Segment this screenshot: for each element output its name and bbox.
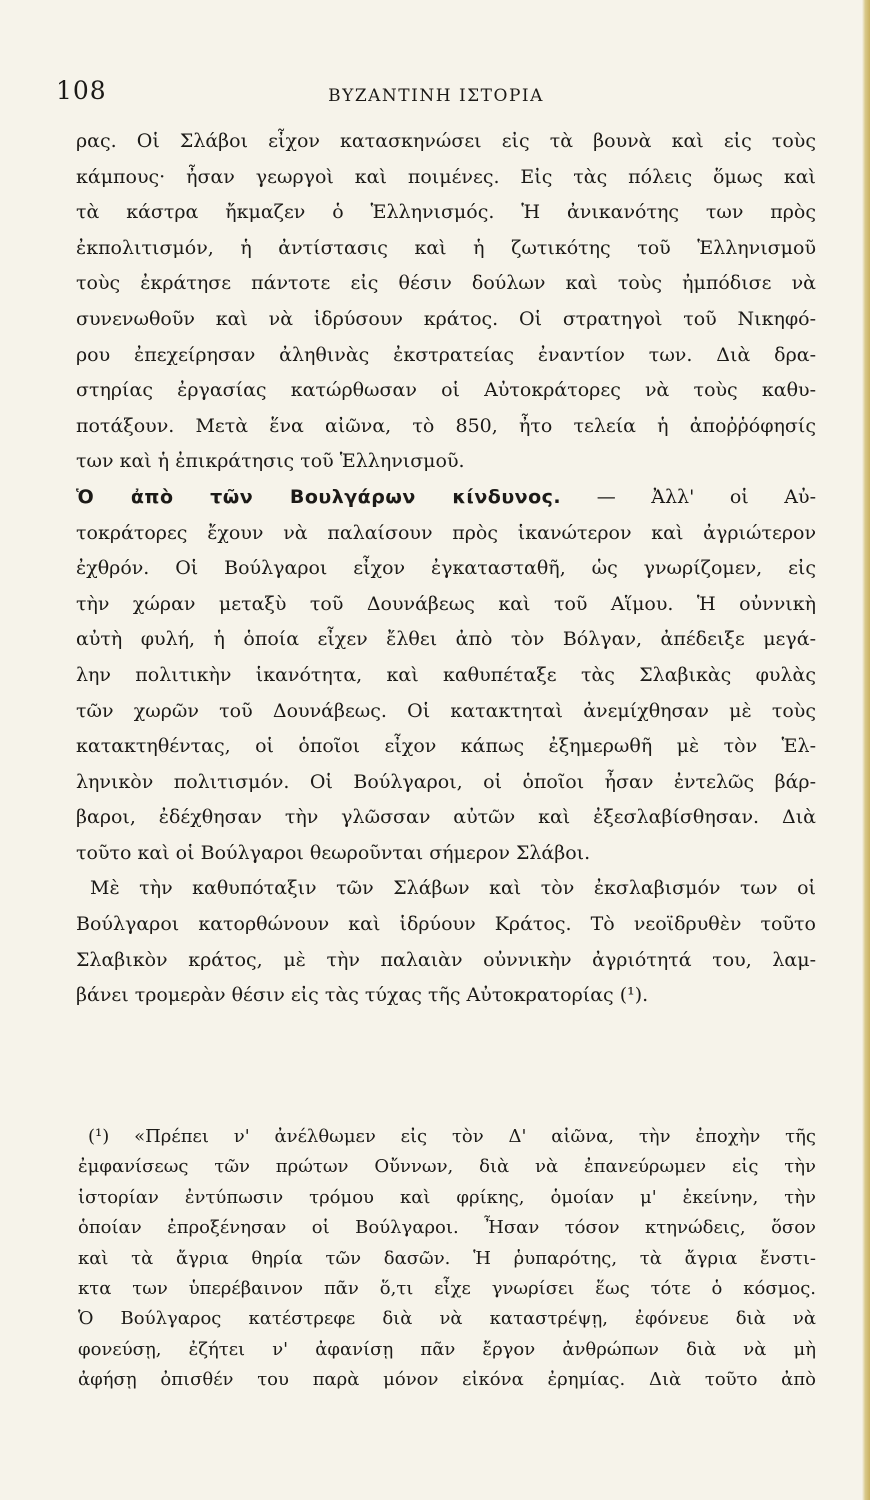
text-run: — Ἀλλ' οἱ Αὐ- <box>561 485 816 508</box>
text-line: των καὶ ἡ ἐπικράτησις τοῦ Ἑλληνισμοῦ. <box>76 450 465 473</box>
text-line: τοὺς ἐκράτησε πάντοτε εἰς θέσιν δούλων καὶ τοὺς ἠμπόδισε νὰ <box>76 272 816 295</box>
section-heading: Ὁ ἀπὸ τῶν Βουλγάρων κίνδυνος. <box>76 485 562 508</box>
text-line: τοκράτορες ἔχουν νὰ παλαίσουν πρὸς ἱκανώτερον καὶ ἀγριώτερον <box>76 521 816 544</box>
text-line: αὐτὴ φυλή, ἡ ὁποία εἶχεν ἔλθει ἀπὸ τὸν Βόλγαν, ἀπέδειξε μεγά- <box>76 628 816 651</box>
footnote-line: φονεύσῃ, ἐζήτει ν' ἀφανίσῃ πᾶν ἔργον ἀνθρώπων διὰ νὰ μὴ <box>78 1338 816 1360</box>
page-edge <box>862 0 870 1500</box>
text-line: τῶν χωρῶν τοῦ Δουνάβεως. Οἱ κατακτηταὶ ἀνεμίχθησαν μὲ τοὺς <box>76 699 816 722</box>
footnote-line: ὁποίαν ἐπροξένησαν οἱ Βούλγαροι. Ἦσαν τόσον κτηνώδεις, ὅσον <box>78 1217 816 1239</box>
text-line: ρας. Οἱ Σλάβοι εἶχον κατασκηνώσει εἰς τὰ βουνὰ καὶ εἰς τοὺς <box>76 130 816 152</box>
text-line: ρου ἐπεχείρησαν ἀληθινὰς ἐκστρατείας ἐναντίον των. Διὰ δρα- <box>76 343 816 366</box>
running-title: ΒΥΖΑΝΤΙΝΗ ΙΣΤΟΡΙΑ <box>328 86 544 106</box>
text-line: Μὲ τὴν καθυπόταξιν τῶν Σλάβων καὶ τὸν ἐκσλαβισμόν των οἱ <box>90 877 816 900</box>
text-line: βαροι, ἐδέχθησαν τὴν γλῶσσαν αὐτῶν καὶ ἐξεσλαβίσθησαν. Διὰ <box>76 806 816 829</box>
text-line: τὰ κάστρα ἤκμαζεν ὁ Ἑλληνισμός. Ἡ ἀνικανότης των πρὸς <box>76 201 816 224</box>
text-line: τὴν χώραν μεταξὺ τοῦ Δουνάβεως καὶ τοῦ Αἵμου. Ἡ οὐννικὴ <box>76 592 816 615</box>
text-line: κάμπους· ἦσαν γεωργοὶ καὶ ποιμένες. Εἰς τὰς πόλεις ὅμως καὶ <box>76 165 816 188</box>
page-header <box>56 70 816 110</box>
footnote-line: (¹) «Πρέπει ν' ἀνέλθωμεν εἰς τὸν Δ' αἰῶνα, τὴν ἐποχὴν τῆς <box>88 1126 816 1147</box>
footnote-line: ἱστορίαν ἐντύπωσιν τρόμου καὶ φρίκης, ὁμοίαν μ' ἐκείνην, τὴν <box>78 1186 816 1208</box>
footnote-line: ἐμφανίσεως τῶν πρώτων Οὔννων, διὰ νὰ ἐπανεύρωμεν εἰς τὴν <box>78 1156 816 1178</box>
footnote-line: καὶ τὰ ἄγρια θηρία τῶν δασῶν. Ἡ ῥυπαρότης, τὰ ἄγρια ἔνστι- <box>78 1247 816 1269</box>
page-number: 108 <box>56 76 107 105</box>
text-line: Σλαβικὸν κράτος, μὲ τὴν παλαιὰν οὐννικὴν ἀγριότητά του, λαμ- <box>76 948 816 971</box>
text-line: κατακτηθέντας, οἱ ὁποῖοι εἶχον κάπως ἐξημερωθῆ μὲ τὸν Ἑλ- <box>76 735 816 758</box>
footnote <box>78 1122 816 1396</box>
text-line: τοῦτο καὶ οἱ Βούλγαροι θεωροῦνται σήμερον Σλάβοι. <box>76 841 591 864</box>
text-line: ἐκπολιτισμόν, ἡ ἀντίστασις καὶ ἡ ζωτικότης τοῦ Ἑλληνισμοῦ <box>76 236 816 259</box>
section-heading-line <box>76 480 816 516</box>
text-line: βάνει τρομερὰν θέσιν εἰς τὰς τύχας τῆς Αὐτοκρατορίας (¹). <box>76 984 649 1007</box>
footnote-line: κτα των ὑπερέβαινον πᾶν ὅ,τι εἶχε γνωρίσει ἕως τότε ὁ κόσμος. <box>78 1277 816 1299</box>
text-line: ποτάξουν. Μετὰ ἕνα αἰῶνα, τὸ 850, ἦτο τελεία ἡ ἀποῤῥόφησίς <box>76 414 816 437</box>
text-line: στηρίας ἐργασίας κατώρθωσαν οἱ Αὐτοκράτορες νὰ τοὺς καθυ- <box>76 379 816 402</box>
footnote-line: ἀφήσῃ ὀπισθέν του παρὰ μόνον εἰκόνα ἐρημίας. Διὰ τοῦτο ἀπὸ <box>78 1369 816 1391</box>
text-line: συνενωθοῦν καὶ νὰ ἱδρύσουν κράτος. Οἱ στρατηγοὶ τοῦ Νικηφό- <box>76 307 816 330</box>
footnote-line: Ὁ Βούλγαρος κατέστρεφε διὰ νὰ καταστρέψῃ, ἐφόνευε διὰ νὰ <box>78 1308 816 1330</box>
text-line: ληνικὸν πολιτισμόν. Οἱ Βούλγαροι, οἱ ὁποῖοι ἦσαν ἐντελῶς βάρ- <box>76 770 816 793</box>
text-line: ἐχθρόν. Οἱ Βούλγαροι εἶχον ἐγκατασταθῆ, ὡς γνωρίζομεν, εἰς <box>76 557 816 580</box>
text-line: λην πολιτικὴν ἱκανότητα, καὶ καθυπέταξε τὰς Σλαβικὰς φυλὰς <box>76 663 816 686</box>
main-text <box>76 124 816 1014</box>
text-line: Βούλγαροι κατορθώνουν καὶ ἱδρύουν Κράτος. Τὸ νεοϊδρυθὲν τοῦτο <box>76 913 816 936</box>
